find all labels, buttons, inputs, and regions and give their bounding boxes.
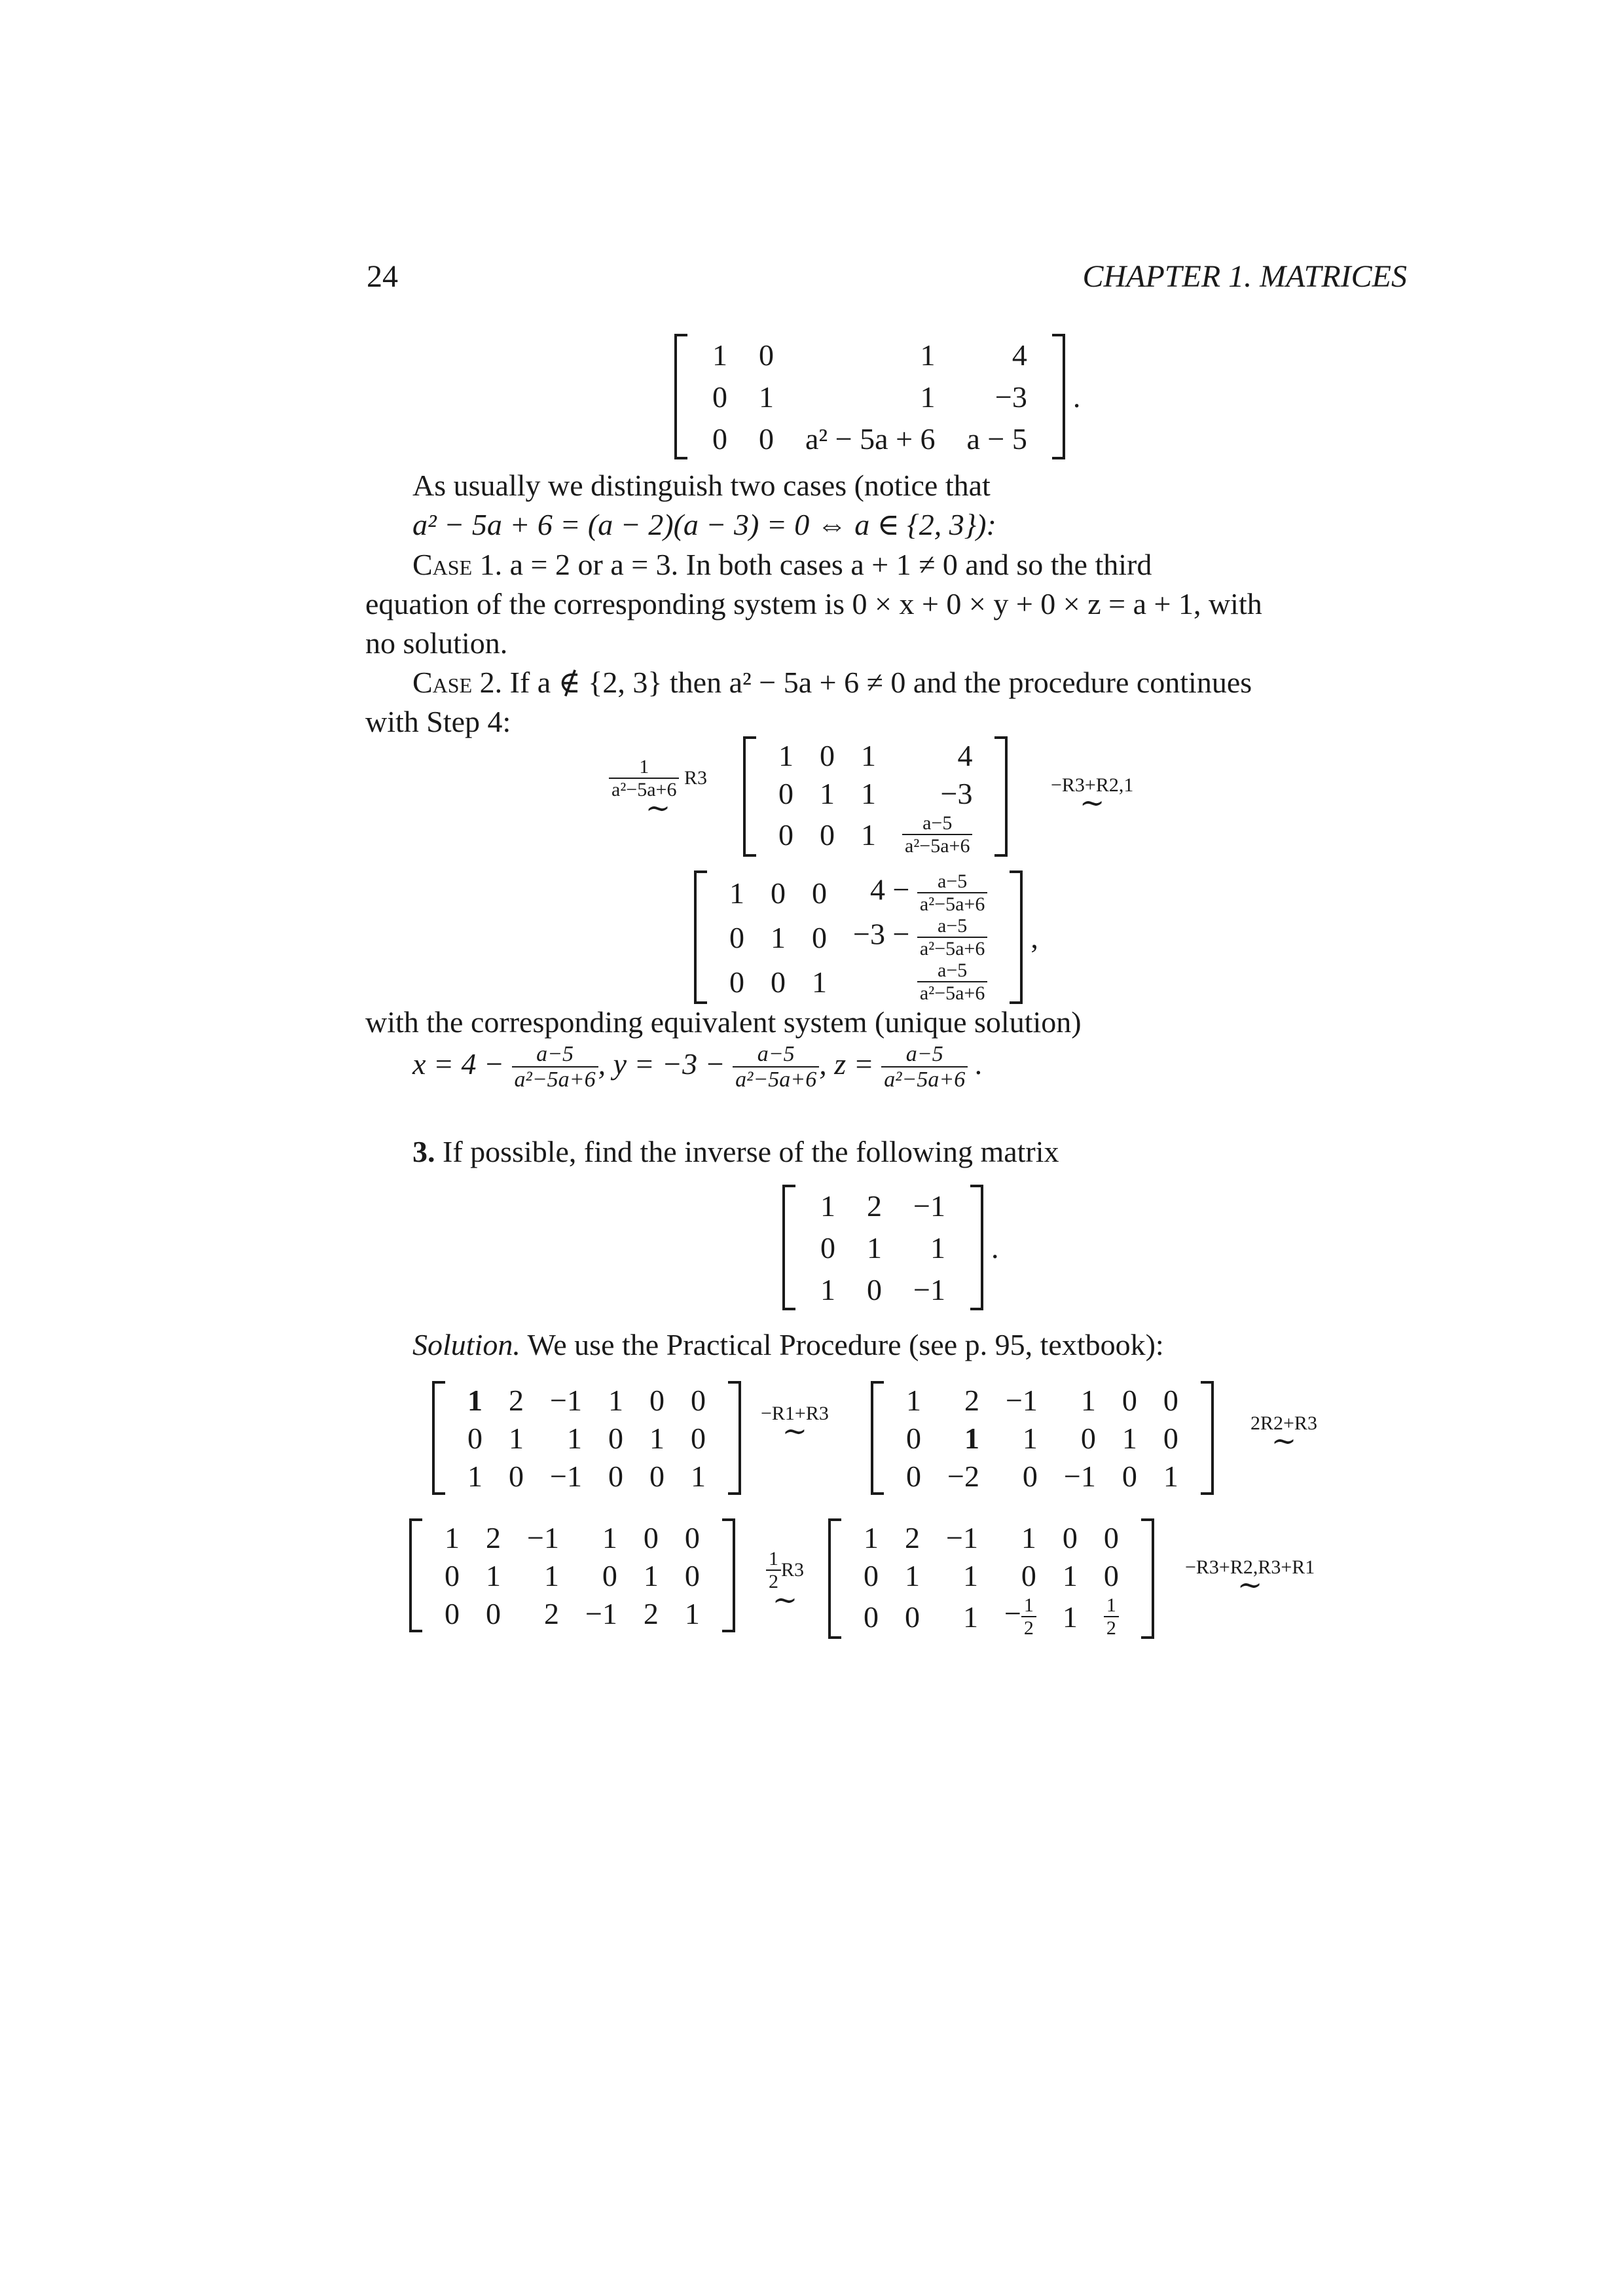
cell: 2 <box>905 1520 920 1554</box>
cell <box>889 812 985 857</box>
augmented-matrix-3 <box>409 1518 735 1632</box>
cell: 1 <box>1062 1558 1078 1592</box>
cell: −1 <box>550 1383 582 1417</box>
cell: 0 <box>690 1383 706 1417</box>
cell: 0 <box>649 1383 665 1417</box>
cell: 1 <box>771 920 786 954</box>
cell: −1 <box>1005 1383 1038 1417</box>
denominator: a²−5a+6 <box>905 835 970 857</box>
cell: 0 <box>649 1459 665 1493</box>
cell: 0 <box>1103 1520 1119 1554</box>
matrix-augmented-3 <box>694 870 1038 1004</box>
fraction <box>917 960 987 1004</box>
cell: 0 <box>778 817 793 852</box>
cell: 0 <box>486 1596 501 1630</box>
cell: −1 <box>550 1459 582 1493</box>
fraction <box>917 870 987 915</box>
page-number: 24 <box>367 259 398 294</box>
row-op-label: 2R2+R3 <box>1250 1412 1317 1434</box>
numerator: a−5 <box>917 915 987 938</box>
cell: 1 <box>861 738 876 772</box>
row-op-scale-r3 <box>609 756 707 825</box>
cell: 0 <box>759 422 774 456</box>
numerator: a−5 <box>733 1042 819 1067</box>
row-op-label: R3 <box>684 767 707 789</box>
cell: 0 <box>905 1600 920 1634</box>
cell: 1 <box>467 1459 483 1493</box>
cell: 0 <box>643 1520 659 1554</box>
cell: 0 <box>778 776 793 810</box>
cell: 1 <box>602 1520 617 1554</box>
tilde-icon: ∼ <box>645 791 671 825</box>
case1-line-2: equation of the corresponding system is 0 × x + 0 × y + 0 × z = a + 1, with <box>365 587 1262 620</box>
cell-prefix: −3 − <box>853 917 910 951</box>
cell <box>840 915 1000 960</box>
cell: 1 <box>1080 1383 1096 1417</box>
cell: −1 <box>585 1596 617 1630</box>
cell: 0 <box>712 422 727 456</box>
fraction <box>881 1042 968 1092</box>
cell: 1 <box>712 338 727 372</box>
augmented-matrix-4 <box>828 1518 1154 1639</box>
cell: 2 <box>486 1520 501 1554</box>
cell: 1 <box>1021 1520 1036 1554</box>
cell: 1 <box>962 1600 978 1634</box>
row-op-2r2-r3 <box>1250 1412 1317 1458</box>
case1-line-3: no solution. <box>365 626 508 660</box>
numerator: a−5 <box>512 1042 598 1067</box>
cell: 0 <box>684 1520 700 1554</box>
cell: 1 <box>820 776 835 810</box>
cell: 2 <box>509 1383 524 1417</box>
numerator: a−5 <box>917 960 987 982</box>
z-solution: , z = <box>819 1047 874 1081</box>
cell: 0 <box>820 817 835 852</box>
cell: 1 <box>543 1558 559 1592</box>
cell: 0 <box>608 1421 623 1455</box>
cell: a − 5 <box>966 422 1027 456</box>
fraction <box>1104 1594 1119 1639</box>
cell: 4 <box>1012 338 1027 372</box>
denominator: a²−5a+6 <box>514 1067 596 1092</box>
cell: −3 <box>940 776 973 810</box>
solution-intro <box>412 1325 1164 1365</box>
cell: 0 <box>729 920 744 954</box>
cell: 1 <box>778 738 793 772</box>
denominator: 2 <box>1023 1617 1034 1639</box>
cell: −1 <box>1063 1459 1096 1493</box>
intro-line-1: As usually we distinguish two cases (notice that <box>412 469 991 502</box>
cell: 1 <box>964 1421 979 1455</box>
cell: −1 <box>913 1189 945 1223</box>
numerator: a−5 <box>881 1042 968 1067</box>
row-op-label: −R3+R2,R3+R1 <box>1185 1556 1315 1578</box>
cell: 1 <box>820 1189 835 1223</box>
cell: 0 <box>759 338 774 372</box>
cell: 0 <box>1080 1421 1096 1455</box>
row-op-label: −R3+R2,1 <box>1051 774 1134 796</box>
problem-number: 3. <box>412 1135 435 1168</box>
case2-line-1 <box>412 663 1252 702</box>
problem-3 <box>412 1132 1059 1172</box>
augmented-matrix-1 <box>432 1381 741 1495</box>
cell: 1 <box>930 1230 945 1265</box>
fraction <box>733 1042 819 1092</box>
cell: −2 <box>947 1459 979 1493</box>
cell: 1 <box>867 1230 882 1265</box>
cell: 1 <box>906 1383 921 1417</box>
denominator: a²−5a+6 <box>919 982 985 1004</box>
solution-label: Solution. <box>412 1328 520 1361</box>
cell: 0 <box>771 876 786 910</box>
cell: 1 <box>643 1558 659 1592</box>
tilde-icon: ∼ <box>1237 1568 1263 1602</box>
cell: 1 <box>690 1459 706 1493</box>
row-op-label: R3 <box>781 1559 805 1581</box>
case2-line-2: with Step 4: <box>365 705 511 738</box>
row-op-r1-r3 <box>761 1403 829 1448</box>
comma: , <box>1030 920 1038 954</box>
cell: 1 <box>486 1558 501 1592</box>
cell: 0 <box>1103 1558 1119 1592</box>
cell: 0 <box>864 1558 879 1592</box>
cell: 0 <box>1022 1459 1038 1493</box>
cell: 1 <box>820 1272 835 1306</box>
cell: 0 <box>1163 1421 1178 1455</box>
cell: a² − 5a + 6 <box>805 422 936 456</box>
fraction <box>917 915 987 960</box>
row-op-final <box>1185 1556 1315 1602</box>
cell: 1 <box>608 1383 623 1417</box>
solution-line <box>412 1042 983 1092</box>
cell: 1 <box>445 1520 460 1554</box>
cell: 1 <box>566 1421 582 1455</box>
period: . <box>1072 380 1081 414</box>
case1-line-1 <box>412 545 1152 584</box>
cell: 0 <box>509 1459 524 1493</box>
cell: 1 <box>1163 1459 1178 1493</box>
denominator: a²−5a+6 <box>919 893 985 915</box>
row-op-r3-r21 <box>1051 774 1134 819</box>
cell: 0 <box>712 380 727 414</box>
denominator: 2 <box>1106 1617 1116 1639</box>
cell-prefix: 4 − <box>869 872 910 906</box>
matrix-to-invert <box>782 1185 998 1310</box>
cell <box>840 870 1000 915</box>
case1-label: Case 1. <box>412 548 503 581</box>
running-head: CHAPTER 1. MATRICES <box>1082 259 1407 294</box>
cell: 1 <box>467 1383 483 1417</box>
cell: 1 <box>1022 1421 1038 1455</box>
cell <box>840 960 1000 1004</box>
numerator: 1 <box>1021 1594 1036 1617</box>
cell: 1 <box>1062 1600 1078 1634</box>
cell: 2 <box>543 1596 559 1630</box>
cell: 2 <box>867 1189 882 1223</box>
denominator: a²−5a+6 <box>884 1067 966 1092</box>
cell: 0 <box>771 965 786 999</box>
x-solution: x = 4 − <box>412 1047 504 1081</box>
cell: 1 <box>920 380 936 414</box>
cell: −1 <box>946 1520 978 1554</box>
case2-label: Case 2. <box>412 666 503 699</box>
cell: 0 <box>906 1459 921 1493</box>
matrix-augmented-1 <box>674 334 1080 459</box>
intro-line-2: a² − 5a + 6 = (a − 2)(a − 3) = 0 ⇔ a ∈ {2, 3}): <box>412 508 996 541</box>
cell: 0 <box>864 1600 879 1634</box>
fraction <box>902 812 972 857</box>
fraction <box>512 1042 598 1092</box>
cell: 0 <box>445 1596 460 1630</box>
cell: 0 <box>820 738 835 772</box>
denominator: 2 <box>769 1571 778 1592</box>
period: . <box>975 1047 983 1081</box>
cell: 0 <box>684 1558 700 1592</box>
cell: 0 <box>1163 1383 1178 1417</box>
cell: 0 <box>1122 1383 1137 1417</box>
cell: 0 <box>602 1558 617 1592</box>
denominator: a²−5a+6 <box>919 938 985 960</box>
cell: 0 <box>729 965 744 999</box>
cell: 1 <box>649 1421 665 1455</box>
tilde-icon: ∼ <box>782 1414 808 1448</box>
cell: 1 <box>729 876 744 910</box>
fraction <box>1021 1594 1036 1639</box>
numerator: a−5 <box>902 812 972 835</box>
cell: 1 <box>920 338 936 372</box>
cell: 2 <box>643 1596 659 1630</box>
cell: 4 <box>957 738 973 772</box>
cell: −1 <box>913 1272 945 1306</box>
numerator: 1 <box>1104 1594 1119 1617</box>
cell: 0 <box>812 920 827 954</box>
case1-text: a = 2 or a = 3. In both cases a + 1 ≠ 0 and so the third <box>509 548 1152 581</box>
cell: 0 <box>467 1421 483 1455</box>
cell: 1 <box>861 776 876 810</box>
cell: − $\frac{1}{2}$ <box>991 1594 1049 1639</box>
cell: 0 <box>445 1558 460 1592</box>
y-solution: , y = −3 − <box>598 1047 725 1081</box>
cell: 1 <box>759 380 774 414</box>
tilde-icon: ∼ <box>1079 786 1105 819</box>
solution-text: We use the Practical Procedure (see p. 95, textbook): <box>527 1328 1164 1361</box>
cell: −1 <box>527 1520 559 1554</box>
cell: 0 <box>690 1421 706 1455</box>
denominator: a²−5a+6 <box>735 1067 817 1092</box>
cell: 1 <box>905 1558 920 1592</box>
cell: 0 <box>608 1459 623 1493</box>
cell: 0 <box>1122 1459 1137 1493</box>
numerator: 1 <box>609 756 679 779</box>
case2-text: If a ∉ {2, 3} then a² − 5a + 6 ≠ 0 and the procedure continues <box>509 666 1252 699</box>
cell: 0 <box>867 1272 882 1306</box>
cell: 1 <box>509 1421 524 1455</box>
row-op-half-r3 <box>766 1548 805 1617</box>
cell: 1 <box>1122 1421 1137 1455</box>
cell: 2 <box>964 1383 979 1417</box>
tilde-icon: ∼ <box>772 1583 798 1617</box>
cell: 0 <box>1021 1558 1036 1592</box>
matrix-augmented-2 <box>743 736 1008 857</box>
equivalent-system-text: with the corresponding equivalent system (unique solution) <box>365 1005 1082 1039</box>
denominator: a²−5a+6 <box>611 779 677 800</box>
cell: 0 <box>820 1230 835 1265</box>
cell: 1 <box>962 1558 978 1592</box>
cell: 0 <box>812 876 827 910</box>
cell: 1 <box>812 965 827 999</box>
cell: 1 <box>864 1520 879 1554</box>
augmented-matrix-2 <box>871 1381 1214 1495</box>
period: . <box>991 1230 999 1265</box>
cell: 1 <box>861 817 876 852</box>
numerator: 1 <box>766 1548 781 1571</box>
problem-text: If possible, find the inverse of the following matrix <box>443 1135 1059 1168</box>
cell: 0 <box>906 1421 921 1455</box>
cell: 1 <box>684 1596 700 1630</box>
row-op-label: −R1+R3 <box>761 1403 829 1424</box>
cell: 0 <box>1062 1520 1078 1554</box>
cell <box>1091 1594 1132 1639</box>
tilde-icon: ∼ <box>1271 1424 1297 1458</box>
cell: −3 <box>994 380 1027 414</box>
numerator: a−5 <box>917 870 987 893</box>
